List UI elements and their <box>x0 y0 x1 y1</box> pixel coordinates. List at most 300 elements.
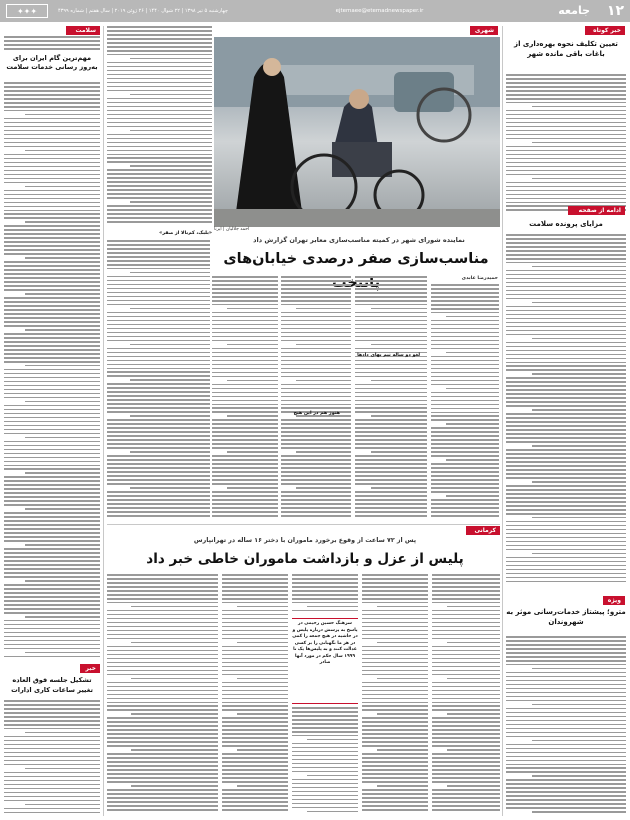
text-line <box>362 694 428 696</box>
text-line <box>222 805 288 807</box>
text-line <box>4 309 100 311</box>
text-line <box>355 439 427 441</box>
text-line <box>107 411 210 413</box>
text-line <box>222 733 288 735</box>
text-line <box>222 769 288 771</box>
text-line <box>355 463 427 465</box>
text-line <box>506 393 626 395</box>
text-line <box>506 74 626 76</box>
text-line <box>355 340 427 342</box>
text-line <box>431 475 499 477</box>
text-line <box>281 376 351 378</box>
text-line <box>212 336 278 338</box>
text-line <box>355 312 427 314</box>
text-line <box>431 431 499 433</box>
text-line <box>292 578 358 580</box>
text-line <box>506 497 626 499</box>
text-line <box>25 293 100 295</box>
text-line <box>432 741 500 743</box>
text-line <box>4 760 100 762</box>
text-line <box>355 376 427 378</box>
text-line <box>506 350 626 352</box>
text-line <box>506 803 626 805</box>
text-line <box>4 417 100 419</box>
text-line <box>506 202 626 204</box>
text-line <box>506 465 626 467</box>
text-line <box>355 459 427 461</box>
text-line <box>506 680 626 682</box>
text-line <box>4 449 100 451</box>
text-line <box>107 698 218 700</box>
text-line <box>107 729 218 731</box>
text-line <box>4 154 100 156</box>
text-line <box>4 808 100 810</box>
right-story-3 <box>506 636 626 816</box>
text-line <box>431 415 499 417</box>
text-line <box>362 590 428 592</box>
text-line <box>4 122 100 124</box>
text-line <box>4 784 100 786</box>
text-line <box>4 261 100 263</box>
text-line <box>25 652 100 654</box>
text-line <box>237 642 288 644</box>
text-line <box>506 469 626 471</box>
second-col-3b <box>292 707 358 816</box>
text-line <box>292 747 358 749</box>
text-line <box>107 181 212 183</box>
text-line <box>281 288 351 290</box>
text-line <box>222 638 288 640</box>
left-section-tag: سلامت <box>66 26 100 35</box>
text-line <box>212 511 278 513</box>
text-line <box>506 365 626 367</box>
text-line <box>212 471 278 473</box>
text-line <box>362 777 428 779</box>
text-line <box>532 409 626 411</box>
text-line <box>212 288 278 290</box>
text-line <box>506 326 626 328</box>
main-title: مناسب‌سازی صفر درصدی خیابان‌های <box>223 251 489 267</box>
text-line <box>107 507 210 509</box>
text-line <box>432 761 500 763</box>
text-line <box>4 441 100 443</box>
text-line <box>362 809 428 811</box>
text-line <box>292 727 358 729</box>
text-line <box>506 90 626 92</box>
text-line <box>4 496 100 498</box>
text-line <box>4 536 100 538</box>
text-line <box>292 751 358 753</box>
text-line <box>431 412 499 414</box>
text-line <box>281 364 351 366</box>
main-kicker: نماینده شورای شهر در کمیته مناسب‌سازی معابر تهران گزارش داد <box>253 236 465 244</box>
text-line <box>355 427 427 429</box>
text-line <box>4 445 100 447</box>
text-line <box>4 405 100 407</box>
text-line <box>107 618 218 620</box>
text-line <box>107 483 210 485</box>
section-title: جامعه <box>558 4 590 17</box>
text-line <box>431 308 499 310</box>
text-line <box>4 333 100 335</box>
text-line <box>107 352 210 354</box>
text-line <box>107 809 218 811</box>
text-line <box>506 549 626 551</box>
text-line <box>107 753 218 755</box>
text-line <box>4 194 100 196</box>
text-line <box>292 803 358 805</box>
text-line <box>222 650 288 652</box>
text-line <box>25 114 100 116</box>
text-line <box>107 336 210 338</box>
text-line <box>506 278 626 280</box>
text-line <box>362 646 428 648</box>
second-col-3 <box>292 574 358 616</box>
text-line <box>4 48 100 50</box>
text-line <box>107 602 218 604</box>
text-line <box>431 503 499 505</box>
text-line <box>506 238 626 240</box>
text-line <box>4 44 100 46</box>
text-line <box>506 126 626 128</box>
text-line <box>362 729 428 731</box>
text-line <box>212 483 278 485</box>
text-line <box>432 622 500 624</box>
text-line <box>107 705 218 707</box>
text-line <box>432 725 500 727</box>
text-line <box>107 304 210 306</box>
text-line <box>506 529 626 531</box>
text-line <box>432 578 500 580</box>
text-line <box>107 50 212 52</box>
text-line <box>431 404 499 406</box>
text-line <box>292 602 358 604</box>
text-line <box>506 533 626 535</box>
text-line <box>431 340 499 342</box>
wheelchair-user-photo-icon <box>214 37 500 227</box>
text-line <box>447 785 500 787</box>
text-line <box>107 161 212 163</box>
text-line <box>431 447 499 449</box>
text-line <box>107 193 212 195</box>
text-line <box>447 678 500 680</box>
text-line <box>281 404 351 406</box>
text-line <box>355 396 427 398</box>
text-line <box>4 269 100 271</box>
text-line <box>355 304 427 306</box>
text-line <box>292 719 358 721</box>
text-line <box>4 126 100 128</box>
text-line <box>432 793 500 795</box>
text-line <box>237 606 288 608</box>
text-line <box>432 773 500 775</box>
text-line <box>432 662 500 664</box>
text-line <box>212 396 278 398</box>
text-line <box>532 142 626 144</box>
text-line <box>107 765 218 767</box>
text-line <box>4 632 100 634</box>
text-line <box>4 708 100 710</box>
text-line <box>506 767 626 769</box>
text-line <box>506 401 626 403</box>
text-line <box>432 650 500 652</box>
text-line <box>222 757 288 759</box>
text-line <box>107 292 210 294</box>
text-line <box>4 457 100 459</box>
text-line <box>506 166 626 168</box>
text-line <box>431 467 499 469</box>
text-line <box>506 791 626 793</box>
text-line <box>506 154 626 156</box>
text-line <box>222 590 288 592</box>
text-line <box>212 404 278 406</box>
text-line <box>506 78 626 80</box>
text-line <box>131 785 218 787</box>
text-line <box>532 704 626 706</box>
text-line <box>532 775 626 777</box>
text-line <box>506 286 626 288</box>
text-line <box>532 106 626 108</box>
text-line <box>506 98 626 100</box>
text-line <box>362 721 428 723</box>
text-line <box>107 320 210 322</box>
text-line <box>362 761 428 763</box>
text-line <box>107 503 210 505</box>
text-line <box>362 650 428 652</box>
text-line <box>107 511 210 513</box>
text-line <box>506 525 626 527</box>
text-line <box>432 666 500 668</box>
text-line <box>4 166 100 168</box>
text-line <box>107 658 218 660</box>
text-line <box>4 500 100 502</box>
text-line <box>4 349 100 351</box>
text-line <box>107 801 218 803</box>
text-line <box>362 618 428 620</box>
text-line <box>107 86 212 88</box>
text-line <box>4 202 100 204</box>
right-story-2 <box>506 234 626 588</box>
text-line <box>222 797 288 799</box>
text-line <box>506 660 626 662</box>
text-line <box>4 556 100 558</box>
text-line <box>281 392 351 394</box>
text-line <box>4 210 100 212</box>
second-box-quote <box>292 618 358 704</box>
text-line <box>222 729 288 731</box>
text-line <box>107 439 210 441</box>
text-line <box>222 694 288 696</box>
text-line <box>432 765 500 767</box>
text-line <box>432 590 500 592</box>
text-line <box>4 206 100 208</box>
text-line <box>4 341 100 343</box>
text-line <box>4 106 100 108</box>
text-line <box>355 392 427 394</box>
text-line <box>4 748 100 750</box>
text-line <box>212 463 278 465</box>
text-line <box>532 338 626 340</box>
text-line <box>222 646 288 648</box>
text-line <box>432 634 500 636</box>
text-line <box>4 170 100 172</box>
text-line <box>107 189 212 191</box>
text-line <box>506 441 626 443</box>
text-line <box>431 284 499 286</box>
text-line <box>362 586 428 588</box>
text-line <box>506 389 626 391</box>
text-line <box>281 455 351 457</box>
text-line <box>4 233 100 235</box>
text-line <box>355 511 427 513</box>
text-line <box>432 729 500 731</box>
text-line <box>432 654 500 656</box>
text-line <box>506 573 626 575</box>
text-line <box>432 630 500 632</box>
text-line <box>222 574 288 576</box>
text-line <box>4 110 100 112</box>
text-line <box>25 472 100 474</box>
text-line <box>292 598 358 600</box>
text-line <box>107 694 218 696</box>
text-line <box>4 716 100 718</box>
text-line <box>222 602 288 604</box>
text-line <box>107 491 210 493</box>
text-line <box>355 276 427 278</box>
text-line <box>4 90 100 92</box>
text-line <box>4 560 100 562</box>
text-line <box>506 728 626 730</box>
text-line <box>222 578 288 580</box>
text-line <box>281 400 351 402</box>
text-line <box>4 776 100 778</box>
text-line <box>281 276 351 278</box>
text-line <box>107 312 210 314</box>
text-line <box>107 82 212 84</box>
text-line <box>506 122 626 124</box>
text-line <box>281 471 351 473</box>
text-line <box>107 793 218 795</box>
text-line <box>431 400 499 402</box>
text-line <box>107 260 210 262</box>
text-line <box>281 479 351 481</box>
text-line <box>506 429 626 431</box>
text-line <box>506 110 626 112</box>
text-line <box>292 779 358 781</box>
right-tag-3: ویژه <box>603 596 625 605</box>
text-line <box>281 431 351 433</box>
text-line <box>432 674 500 676</box>
text-line <box>4 780 100 782</box>
text-line <box>362 598 428 600</box>
text-line <box>107 717 218 719</box>
text-line <box>4 357 100 359</box>
text-line <box>107 264 210 266</box>
text-line <box>431 396 499 398</box>
text-line <box>222 753 288 755</box>
text-line <box>532 178 626 180</box>
text-line <box>107 805 218 807</box>
text-line <box>506 381 626 383</box>
text-line <box>107 777 218 779</box>
text-line <box>107 761 218 763</box>
text-line <box>212 384 278 386</box>
text-line <box>506 764 626 766</box>
text-line <box>222 586 288 588</box>
text-line <box>107 54 212 56</box>
text-line <box>212 467 278 469</box>
text-line <box>4 433 100 435</box>
text-line <box>107 515 210 517</box>
text-line <box>355 507 427 509</box>
text-line <box>107 157 212 159</box>
text-line <box>355 300 427 302</box>
text-line <box>4 158 100 160</box>
text-line <box>281 328 351 330</box>
text-line <box>212 284 278 286</box>
text-line <box>4 421 100 423</box>
text-line <box>107 34 212 36</box>
left-headline-1: مهم‌ترین گام ایران برای به‌روز رسانی خدمات سلامت <box>6 54 98 71</box>
text-line <box>281 284 351 286</box>
text-line <box>4 453 100 455</box>
text-line <box>447 713 500 715</box>
section-email: ejtemaee@etemadnewspaper.ir <box>335 8 424 14</box>
text-line <box>431 487 499 489</box>
text-line <box>377 606 428 608</box>
text-line <box>107 221 212 223</box>
text-line <box>4 756 100 758</box>
text-line <box>107 638 218 640</box>
text-line <box>107 205 212 207</box>
text-line <box>362 769 428 771</box>
text-line <box>107 682 218 684</box>
text-line <box>107 268 210 270</box>
text-line <box>506 795 626 797</box>
text-line <box>355 483 427 485</box>
text-line <box>362 741 428 743</box>
text-line <box>362 690 428 692</box>
text-line <box>447 642 500 644</box>
text-line <box>362 630 428 632</box>
text-line <box>506 521 626 523</box>
text-line <box>130 379 210 381</box>
text-line <box>281 384 351 386</box>
text-line <box>431 328 499 330</box>
text-line <box>212 491 278 493</box>
text-line <box>362 578 428 580</box>
text-line <box>4 608 100 610</box>
text-line <box>107 46 212 48</box>
text-line <box>107 407 210 409</box>
second-box-quote-text: سرهنگ حسین رحیمی در پاسخ به پرسش درباره پلیس و در حاشیه در هیچ جمعه را کمی در هر ما نگهبانی را بر کسی عدالت کنند و به پلیس‌ها یک تا ۱۹۹۹ سال حکم در مورد آنها صادر <box>292 621 358 665</box>
text-line <box>447 606 500 608</box>
text-line <box>130 58 212 60</box>
text-line <box>362 801 428 803</box>
text-line <box>212 439 278 441</box>
text-line <box>227 487 278 489</box>
text-line <box>281 296 351 298</box>
text-line <box>296 487 351 489</box>
text-line <box>107 725 218 727</box>
text-line <box>506 720 626 722</box>
text-line <box>281 332 351 334</box>
text-line <box>227 308 278 310</box>
text-line <box>446 388 499 390</box>
text-line <box>4 142 100 144</box>
text-line <box>371 380 427 382</box>
text-line <box>506 676 626 678</box>
